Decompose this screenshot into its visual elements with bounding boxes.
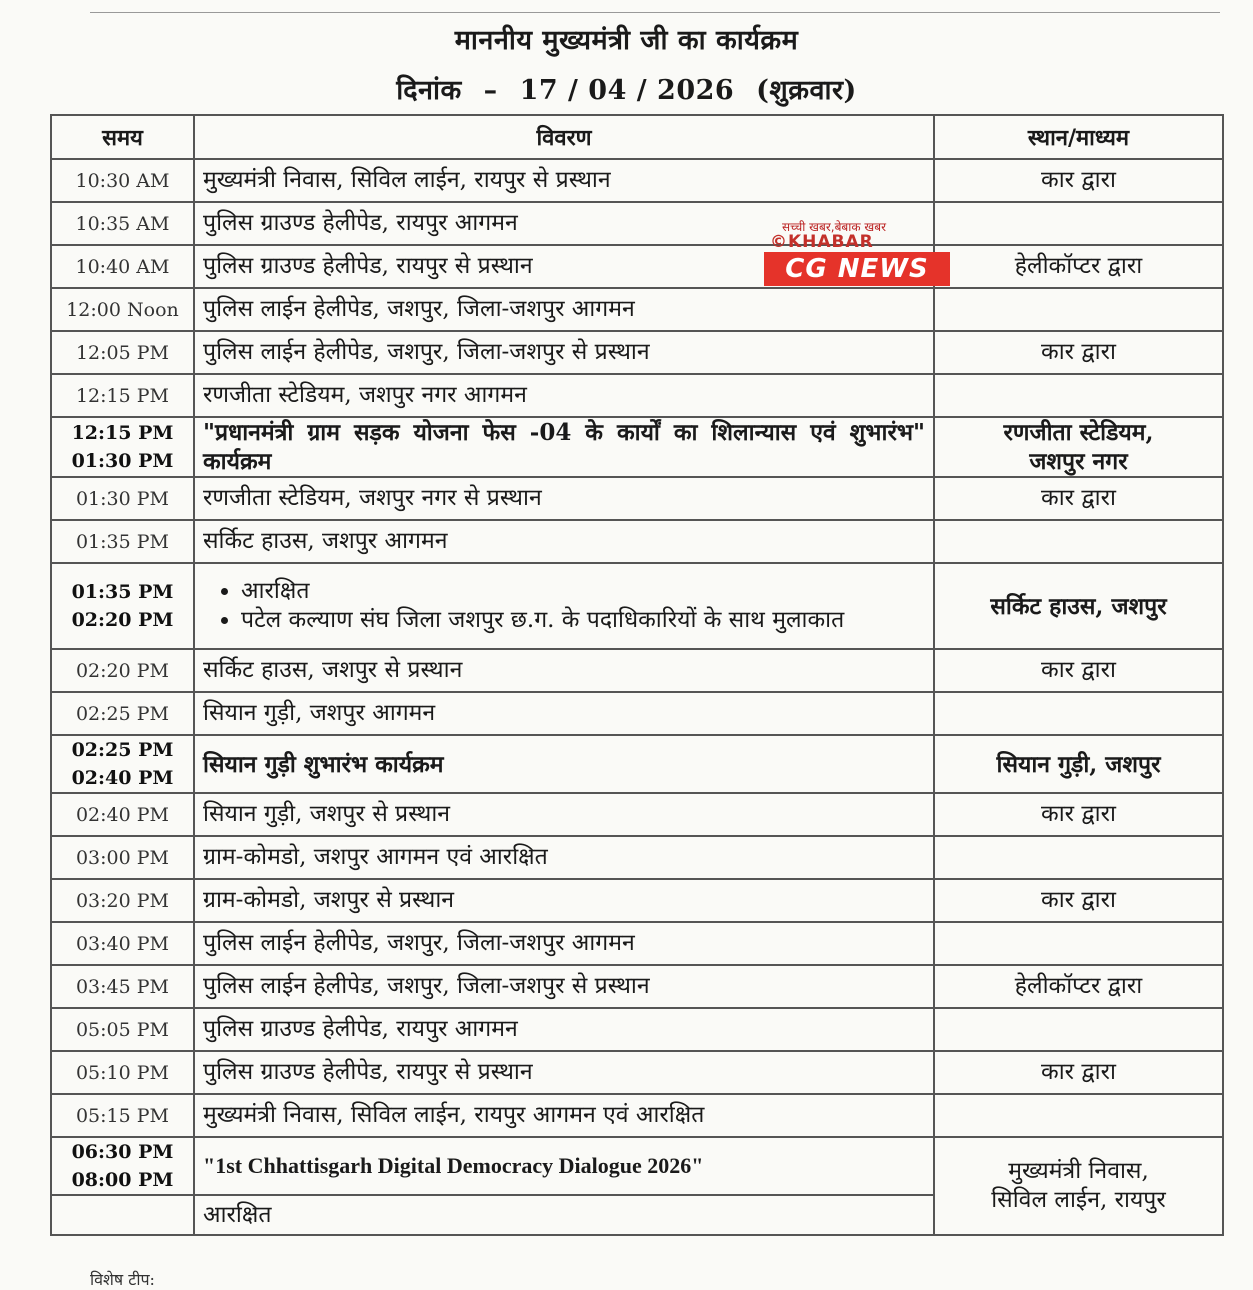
row-time-end: 02:20 PM	[71, 609, 174, 631]
table-row	[51, 477, 1223, 520]
row-description: पुलिस ग्राउण्ड हेलीपेड, रायपुर आगमन	[194, 202, 934, 245]
header-time: समय	[51, 115, 194, 159]
table-row	[51, 692, 1223, 735]
row-description: पुलिस लाईन हेलीपेड, जशपुर, जिला-जशपुर से प्रस्थान	[194, 331, 934, 374]
row-time-range	[51, 417, 194, 477]
row-time: 02:25 PM	[51, 692, 194, 735]
row-place: हेलीकॉप्टर द्वारा	[934, 245, 1223, 288]
row-description: मुख्यमंत्री निवास, सिविल लाईन, रायपुर आगमन एवं आरक्षित	[194, 1094, 934, 1137]
news-watermark	[764, 218, 950, 288]
row-time: 03:00 PM	[51, 836, 194, 879]
table-row	[51, 288, 1223, 331]
row-place: कार द्वारा	[934, 477, 1223, 520]
row-description	[194, 1137, 934, 1195]
row-time: 05:15 PM	[51, 1094, 194, 1137]
table-row	[51, 836, 1223, 879]
row-time: 05:10 PM	[51, 1051, 194, 1094]
row-time-start: 06:30 PM	[71, 1141, 174, 1163]
row-description: रणजीता स्टेडियम, जशपुर नगर से प्रस्थान	[194, 477, 934, 520]
table-row	[51, 1137, 1223, 1195]
row-description: पुलिस लाईन हेलीपेड, जशपुर, जिला-जशपुर से प्रस्थान	[194, 965, 934, 1008]
page-title: माननीय मुख्यमंत्री जी का कार्यक्रम	[454, 25, 799, 56]
header-place: स्थान/माध्यम	[934, 115, 1223, 159]
row-place	[934, 374, 1223, 417]
row-place: कार द्वारा	[934, 793, 1223, 836]
row-time: 12:00 Noon	[51, 288, 194, 331]
schedule-table	[50, 114, 1224, 1236]
day-value: (शुक्रवार)	[756, 75, 857, 106]
row-description: पुलिस लाईन हेलीपेड, जशपुर, जिला-जशपुर आगमन	[194, 922, 934, 965]
row-time: 12:05 PM	[51, 331, 194, 374]
row-place	[934, 520, 1223, 563]
row-time: 12:15 PM	[51, 374, 194, 417]
row-time: 03:45 PM	[51, 965, 194, 1008]
row-description: मुख्यमंत्री निवास, सिविल लाईन, रायपुर से प्रस्थान	[194, 159, 934, 202]
row-place: हेलीकॉप्टर द्वारा	[934, 965, 1223, 1008]
row-time	[51, 1195, 194, 1235]
row-place: कार द्वारा	[934, 879, 1223, 922]
row-time: 05:05 PM	[51, 1008, 194, 1051]
row-time-end: 02:40 PM	[71, 767, 174, 789]
table-row	[51, 331, 1223, 374]
row-time: 03:40 PM	[51, 922, 194, 965]
table-row	[51, 922, 1223, 965]
row-description: सियान गुड़ी शुभारंभ कार्यक्रम	[194, 735, 934, 793]
row-time-start: 01:35 PM	[71, 581, 174, 603]
date-value: 17 / 04 / 2026	[519, 75, 735, 106]
row-description: आरक्षित	[194, 1195, 934, 1235]
row-place: कार द्वारा	[934, 159, 1223, 202]
row-place: कार द्वारा	[934, 331, 1223, 374]
watermark-logo: CG NEWS	[764, 252, 950, 286]
row-time: 10:40 AM	[51, 245, 194, 288]
row-description: सर्किट हाउस, जशपुर से प्रस्थान	[194, 649, 934, 692]
row-description: ग्राम-कोमडो, जशपुर से प्रस्थान	[194, 879, 934, 922]
row-time: 10:30 AM	[51, 159, 194, 202]
row-place-line: मुख्यमंत्री निवास,	[1008, 1158, 1149, 1184]
row-time-start: 02:25 PM	[71, 739, 174, 761]
row-place	[934, 836, 1223, 879]
row-description: पुलिस ग्राउण्ड हेलीपेड, रायपुर आगमन	[194, 1008, 934, 1051]
row-description: ग्राम-कोमडो, जशपुर आगमन एवं आरक्षित	[194, 836, 934, 879]
watermark-brand: ©KHABAR	[770, 232, 874, 252]
footer-note: विशेष टीप:	[90, 1270, 155, 1289]
row-place: सर्किट हाउस, जशपुर	[934, 563, 1223, 649]
list-item: • आरक्षित	[241, 577, 925, 606]
table-row	[51, 879, 1223, 922]
table-row	[51, 245, 1223, 288]
row-place	[934, 692, 1223, 735]
row-time-range	[51, 563, 194, 649]
table-row	[51, 1051, 1223, 1094]
row-description: "प्रधानमंत्री ग्राम सड़क योजना फेस -04 के कार्यों का शिलान्यास एवं शुभारंभ" कार्यक्रम	[194, 417, 934, 477]
table-row	[51, 202, 1223, 245]
row-place: सियान गुड़ी, जशपुर	[934, 735, 1223, 793]
table-row	[51, 563, 1223, 649]
row-place	[934, 1137, 1223, 1235]
watermark-tagline: सच्ची खबर,बेबाक खबर	[782, 220, 886, 234]
row-place	[934, 288, 1223, 331]
row-description: सियान गुड़ी, जशपुर आगमन	[194, 692, 934, 735]
table-row	[51, 417, 1223, 477]
table-row	[51, 520, 1223, 563]
row-place	[934, 1094, 1223, 1137]
row-time-range	[51, 735, 194, 793]
row-time: 01:30 PM	[51, 477, 194, 520]
row-place-line: जशपुर नगर	[1029, 448, 1128, 475]
row-place	[934, 417, 1223, 477]
row-time: 02:40 PM	[51, 793, 194, 836]
row-time: 03:20 PM	[51, 879, 194, 922]
row-description: सियान गुड़ी, जशपुर से प्रस्थान	[194, 793, 934, 836]
date-label: दिनांक	[396, 75, 462, 106]
row-time: 01:35 PM	[51, 520, 194, 563]
row-time-end: 08:00 PM	[71, 1169, 174, 1191]
table-row	[51, 1008, 1223, 1051]
table-row	[51, 735, 1223, 793]
row-description: पुलिस ग्राउण्ड हेलीपेड, रायपुर से प्रस्थान	[194, 1051, 934, 1094]
row-time-start: 12:15 PM	[71, 422, 174, 444]
row-place-line: रणजीता स्टेडियम,	[1003, 419, 1154, 446]
date-separator: –	[483, 75, 498, 106]
list-item: • पटेल कल्याण संघ जिला जशपुर छ.ग. के पदाधिकारियों के साथ मुलाकात	[241, 606, 925, 635]
table-row	[51, 159, 1223, 202]
row-time-range	[51, 1137, 194, 1195]
bullet-list	[203, 577, 925, 635]
header-divider	[90, 12, 1220, 13]
table-row	[51, 374, 1223, 417]
row-time: 10:35 AM	[51, 202, 194, 245]
row-description: सर्किट हाउस, जशपुर आगमन	[194, 520, 934, 563]
row-time: 02:20 PM	[51, 649, 194, 692]
table-row	[51, 965, 1223, 1008]
row-place: कार द्वारा	[934, 1051, 1223, 1094]
table-row	[51, 649, 1223, 692]
row-description	[194, 563, 934, 649]
row-place-line: सिविल लाईन, रायपुर	[991, 1187, 1166, 1213]
row-time-end: 01:30 PM	[71, 450, 174, 472]
row-description: रणजीता स्टेडियम, जशपुर नगर आगमन	[194, 374, 934, 417]
header-description: विवरण	[194, 115, 934, 159]
table-header-row	[51, 115, 1223, 159]
row-description: पुलिस ग्राउण्ड हेलीपेड, रायपुर से प्रस्थान	[194, 245, 934, 288]
row-description: पुलिस लाईन हेलीपेड, जशपुर, जिला-जशपुर आगमन	[194, 288, 934, 331]
table-row	[51, 793, 1223, 836]
row-place	[934, 202, 1223, 245]
row-place	[934, 922, 1223, 965]
event-title: "1st Chhattisgarh Digital Democracy Dialogue 2026"	[203, 1153, 704, 1178]
row-place	[934, 1008, 1223, 1051]
row-place: कार द्वारा	[934, 649, 1223, 692]
date-line	[0, 70, 1253, 107]
table-row	[51, 1094, 1223, 1137]
